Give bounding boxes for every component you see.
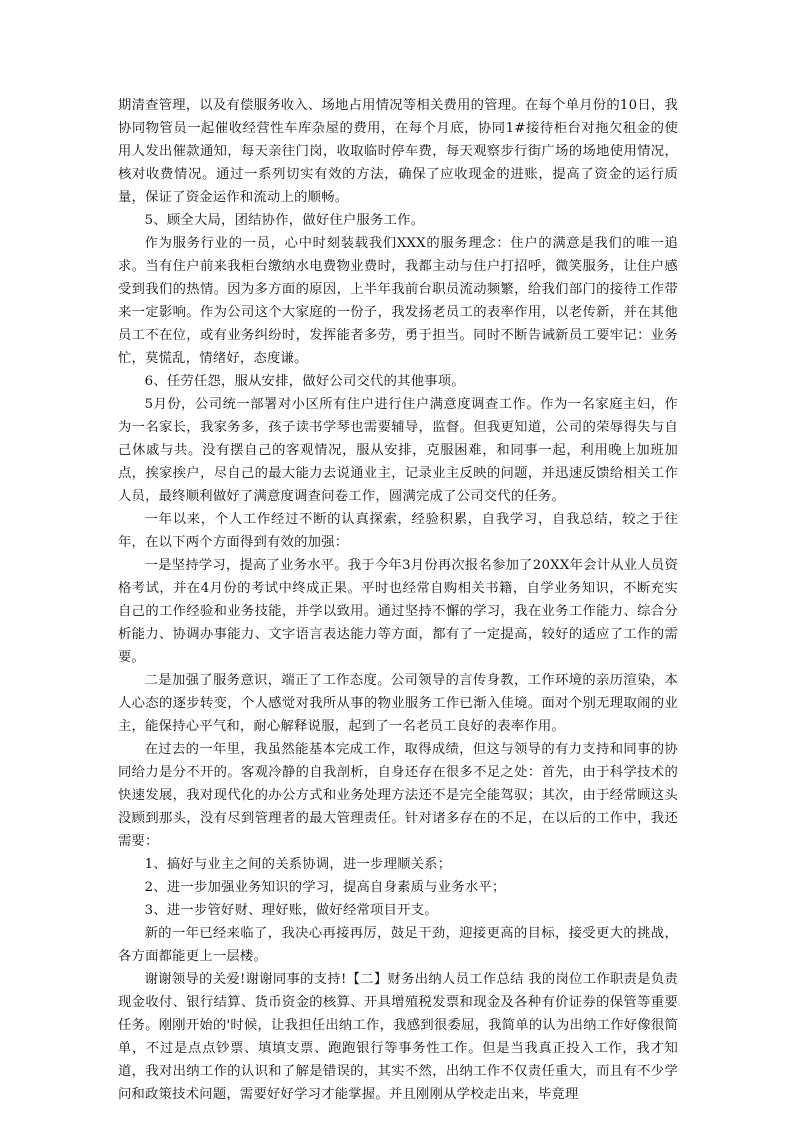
list-item-2: 2、进一步加强业务知识的学习，提高自身素质与业务水平；	[144, 880, 506, 895]
heading-item-6: 6、任劳任怨，服从安排，做好公司交代的其他事项。	[144, 374, 465, 389]
paragraph-satisfaction-survey: 5月份，公司统一部署对小区所有住户进行住户满意度调查工作。作为一名家庭主妇，作为一名家长，我家务多，孩子读书学琴也需要辅导，监督。但我更知道，公司的荣辱得失与自己休戚与共。没有摆自己的客观情况，服从安排，克服困难，和同事一起，利用晚上加班加点，挨家挨户，尽自己的最大能力去说通业主，记录业主反映的问题，并迅速反馈给相关工作人员，最终顺利做好了满意度调查问卷工作，圆满完成了公司交代的任务。	[118, 397, 678, 504]
list-item-3: 3、进一步管好财、理好账，做好经常项目开支。	[144, 903, 438, 918]
paragraph-income-management: 期清查管理，以及有偿服务收入、场地占用情况等相关费用的管理。在每个单月份的10日，我协同物管员一起催收经营性车库杂屋的费用，在每个月底，协同1#接待柜台对拖欠租金的使用人发出催款通知，每天亲往门岗，收取临时停车费，每天观察步行街广场的场地使用情况，核对收费情况。通过一系列切实有效的方法，确保了应收现金的进账，提高了资金的运行质量，保证了资金运作和流动上的顺畅。	[118, 98, 678, 205]
paragraph-service-awareness: 二是加强了服务意识，端正了工作态度。公司领导的言传身教，工作环境的亲历渲染，本人心态的逐步转变，个人感觉对我所从事的物业服务工作已渐入佳境。面对个别无理取闹的业主，能保持心平气和，耐心解释说服，起到了一名老员工良好的表率作用。	[118, 673, 678, 734]
paragraph-service-philosophy: 作为服务行业的一员，心中时刻装载我们XXX的服务理念：住户的满意是我们的唯一追求。当有住户前来我柜台缴纳水电费物业费时，我都主动与住户打招呼，微笑服务，让住户感受到我们的热情。因为多方面的原因，上半年我前台职员流动频繁，给我们部门的接待工作带来一定影响。作为公司这个大家庭的一份子，我发扬老员工的表率作用，以老传新，并在其他员工不在位，或有业务纠纷时，发挥能者多劳，勇于担当。同时不断告诫新员工要牢记：业务忙，莫慌乱，情绪好，态度谦。	[118, 236, 678, 366]
paragraph-learning: 一是坚持学习，提高了业务水平。我于今年3月份再次报名参加了20XX年会计从业人员资格考试，并在4月份的考试中终成正果。平时也经常自购相关书籍，自学业务知识，不断充实自己的工作经验和业务技能，并学以致用。通过坚持不懈的学习，我在业务工作能力、综合分析能力、协调办事能力、文字语言表达能力等方面，都有了一定提高，较好的适应了工作的需要。	[118, 558, 678, 665]
paragraph-year-summary: 一年以来，个人工作经过不断的认真探索，经验积累，自我学习，自我总结，较之于往年，在以下两个方面得到有效的加强：	[118, 512, 678, 550]
document-page	[118, 94, 678, 1106]
paragraph-cashier-summary: 谢谢领导的关爱!谢谢同事的支持!【二】财务出纳人员工作总结 我的岗位工作职责是负责现金收付、银行结算、货币资金的核算、开具增殖税发票和现金及各种有价证券的保管等重要任务。刚刚开始的'时候，让我担任出纳工作，我感到很委屈，我简单的认为出纳工作好像很简单，不过是点点钞票、填填支票、跑跑银行等事务性工作。但是当我真正投入工作，我才知道，我对出纳工作的认识和了解是错误的，其实不然，出纳工作不仅责任重大，而且有不少学问和政策技术问题，需要好好学习才能掌握。并且刚刚从学校走出来，毕竟理	[118, 972, 678, 1102]
heading-item-5: 5、顾全大局，团结协作，做好住户服务工作。	[144, 213, 425, 228]
list-item-1: 1、搞好与业主之间的关系协调，进一步理顺关系；	[144, 857, 452, 872]
paragraph-self-analysis: 在过去的一年里，我虽然能基本完成工作，取得成绩，但这与领导的有力支持和同事的协同给力是分不开的。客观冷静的自我剖析，自身还存在很多不足之处：首先，由于科学技术的快速发展，我对现代化的办公方式和业务处理方法还不是完全能驾驭；其次，由于经常顾这头没顾到那头，没有尽到管理者的最大管理责任。针对诸多存在的不足，在以后的工作中，我还需要：	[118, 742, 678, 849]
paragraph-new-year: 新的一年已经来临了，我决心再接再厉，鼓足干劲，迎接更高的目标，接受更大的挑战，各方面都能更上一层楼。	[118, 926, 678, 964]
